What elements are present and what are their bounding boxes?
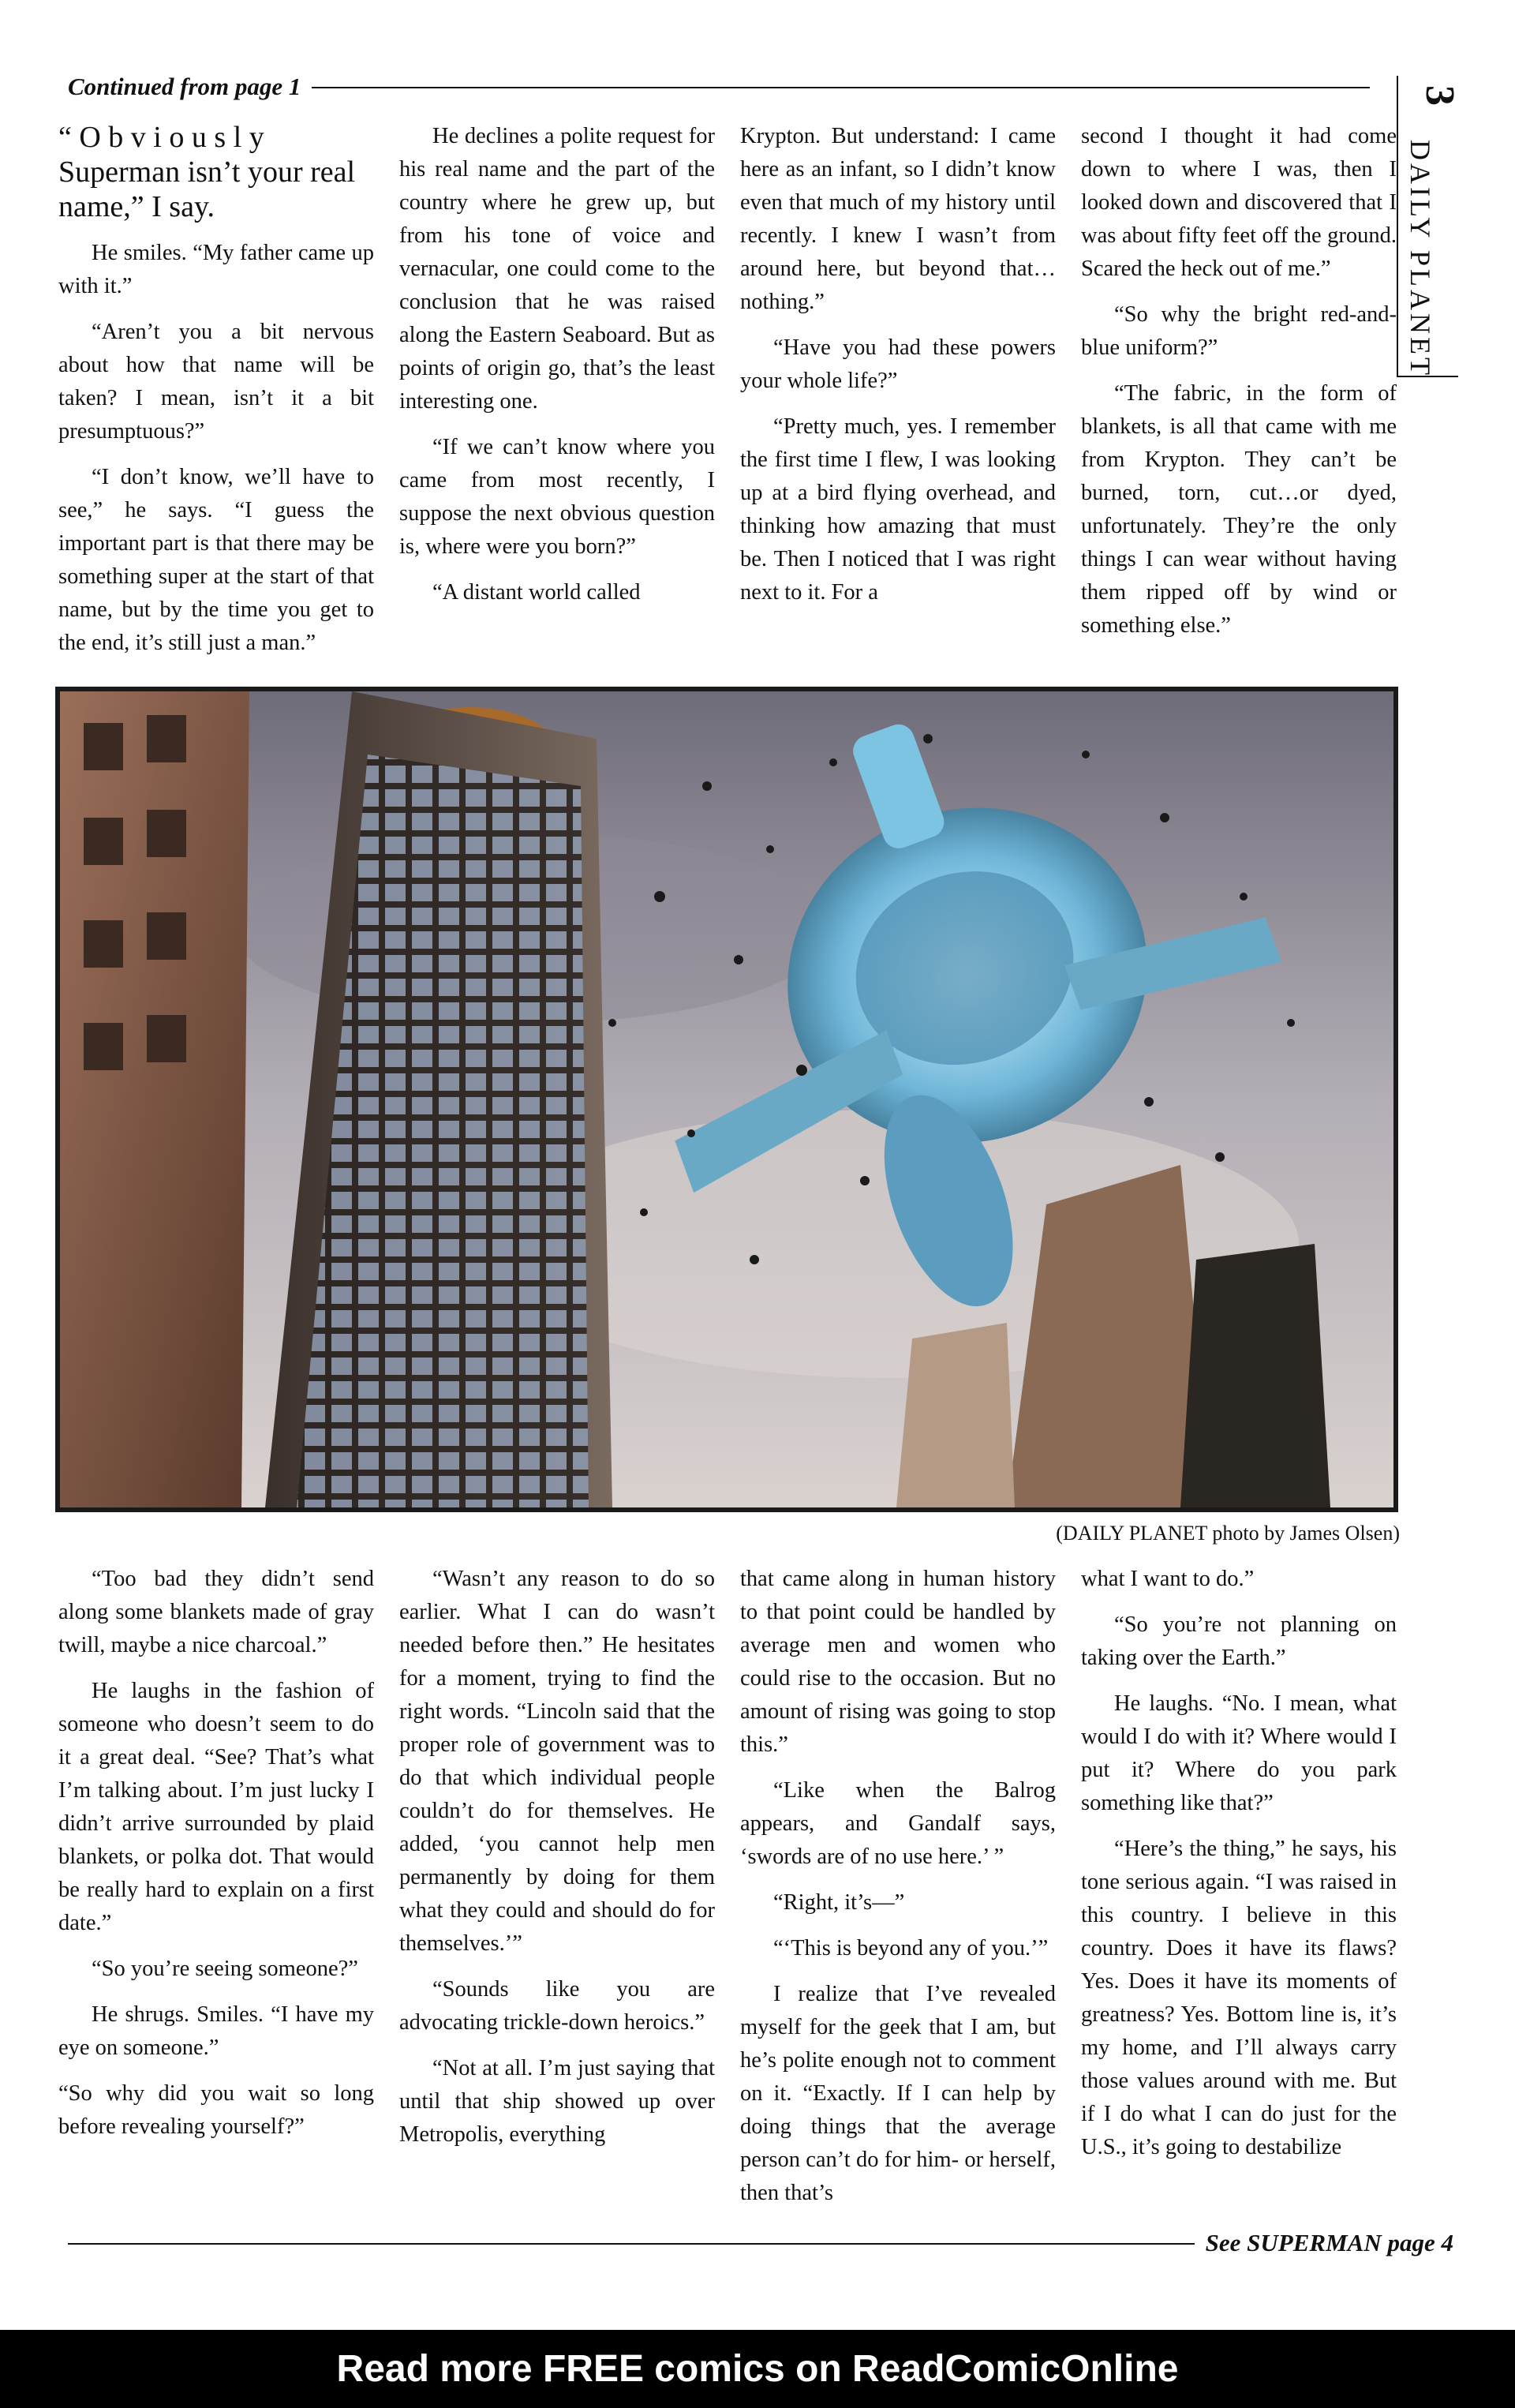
paragraph: “Aren’t you a bit nervous about how that name will be taken? I mean, isn’t it a bit presumptuous?”: [58, 320, 374, 444]
continued-footer: [68, 2226, 1453, 2262]
paragraph: “Here’s the thing,” he says, his tone serious again. “I was raised in this country. I believe in this country. Does it have its flaws? Yes. Does it have its moments of greatness? Yes. Bottom line is, it’s my home, and I’ll always carry those values around with me. But if I do what I can do just for the U.S., it’s going to destabilize: [1081, 1837, 1397, 2159]
lead-rest: Superman isn’t your real name,” I say.: [58, 155, 356, 223]
lead-paragraph: [58, 120, 374, 224]
paragraph: He shrugs. Smiles. “I have my eye on someone.”: [58, 2002, 374, 2060]
paragraph: “‘This is beyond any of you.’”: [773, 1936, 1049, 1960]
paragraph: Krypton. But understand: I came here as an infant, so I didn’t know even that much of my history until recently. I knew I wasn’t from around here, but beyond that… nothing.”: [740, 124, 1056, 314]
see-page-label: See SUPERMAN page 4: [1195, 2226, 1453, 2260]
paragraph: He declines a polite request for his real name and the part of the country where he grew up, but from his tone of voice and vernacular, one could come to the conclusion that he was raised along the Eastern Seaboard. But as points of origin go, that’s the least interesting one.: [399, 124, 715, 414]
continued-header: [68, 69, 1370, 109]
paragraph: “If we can’t know where you came from most recently, I suppose the next obvious question is, where were you born?”: [399, 435, 715, 559]
article-column-5: [58, 1563, 374, 2234]
masthead-vertical: DAILY PLANET: [1405, 140, 1436, 379]
paragraph: “A distant world called: [432, 580, 641, 605]
paragraph: He smiles. “My father came up with it.”: [58, 241, 374, 298]
article-column-6: [399, 1563, 715, 2234]
paragraph: “So why the bright red-and-blue uniform?”: [1081, 302, 1397, 360]
paragraph: what I want to do.”: [1081, 1567, 1255, 1591]
page-number: 3: [1417, 85, 1462, 106]
article-column-8: [1081, 1563, 1397, 2234]
paragraph: “Pretty much, yes. I remember the first time I flew, I was looking up at a bird flying overhead, and thinking how amazing that must be. Then I noticed that I was right next to it. For a: [740, 414, 1056, 605]
news-photo: [55, 687, 1398, 1512]
paragraph: “So you’re not planning on taking over the Earth.”: [1081, 1612, 1397, 1670]
paragraph: “The fabric, in the form of blankets, is all that came with me from Krypton. They can’t be burned, torn, cut…or dyed, unfortunately. They’re the only things I can wear without having them ripped off by wind or something else.”: [1081, 381, 1397, 638]
paragraph: second I thought it had come down to where I was, then I looked down and discovered that I was about fifty feet off the ground. Scared the heck out of me.”: [1081, 124, 1397, 281]
paragraph: “So you’re seeing someone?”: [92, 1957, 358, 1981]
article-column-1: [58, 120, 374, 665]
paragraph: “So why did you wait so long before revealing yourself?”: [58, 2081, 374, 2139]
paragraph: I realize that I’ve revealed myself for the geek that I am, but he’s polite enough not to comment on it. “Exactly. If I can help by doing things that the average person can’t do for him- or herself, then that’s: [740, 1982, 1056, 2205]
lead-spaced: “ O b v i o u s l y: [58, 121, 264, 154]
photo-credit: (DAILY PLANET photo by James Olsen): [1056, 1522, 1400, 1545]
paragraph: “Wasn’t any reason to do so earlier. What I can do wasn’t needed before then.” He hesitates for a moment, trying to find the right words. “Lincoln said that the proper role of government was to do that which individual people couldn’t do for themselves. He added, ‘you cannot help men permanently by doing for them what they could and should do for themselves.’”: [399, 1567, 715, 1956]
page-sidebar: [1397, 76, 1462, 379]
paragraph: He laughs. “No. I mean, what would I do with it? Where would I put it? Where do you park something like that?”: [1081, 1691, 1397, 1815]
article-column-2: [399, 120, 715, 665]
paragraph: “Like when the Balrog appears, and Gandalf says, ‘swords are of no use here.’ ”: [740, 1778, 1056, 1869]
paragraph: “Too bad they didn’t send along some blankets made of gray twill, maybe a nice charcoal.”: [58, 1567, 374, 1657]
article-column-4: [1081, 120, 1397, 665]
promo-banner[interactable]: Read more FREE comics on ReadComicOnline: [0, 2330, 1515, 2408]
paragraph: “Sounds like you are advocating trickle-down heroics.”: [399, 1977, 715, 2035]
paragraph: “Right, it’s—”: [773, 1890, 905, 1915]
paragraph: “I don’t know, we’ll have to see,” he says. “I guess the important part is that there may be something super at the start of that name, but by the time you get to the end, it’s still just a man.”: [58, 465, 374, 655]
article-column-7: [740, 1563, 1056, 2234]
paragraph: that came along in human history to that point could be handled by average men and women who could rise to the occasion. But no amount of rising was going to stop this.”: [740, 1567, 1056, 1757]
paragraph: “Not at all. I’m just saying that until that ship showed up over Metropolis, everything: [399, 2056, 715, 2147]
continued-from-label: Continued from page 1: [68, 69, 312, 104]
paragraph: “Have you had these powers your whole life?”: [740, 335, 1056, 393]
paragraph: He laughs in the fashion of someone who doesn’t seem to do it a great deal. “See? That’s what I’m talking about. I’m just lucky I didn’t arrive surrounded by plaid blankets, or polka dot. That would be really hard to explain on a first date.”: [58, 1679, 374, 1935]
article-column-3: [740, 120, 1056, 665]
photo-illustration: [60, 691, 1393, 1507]
